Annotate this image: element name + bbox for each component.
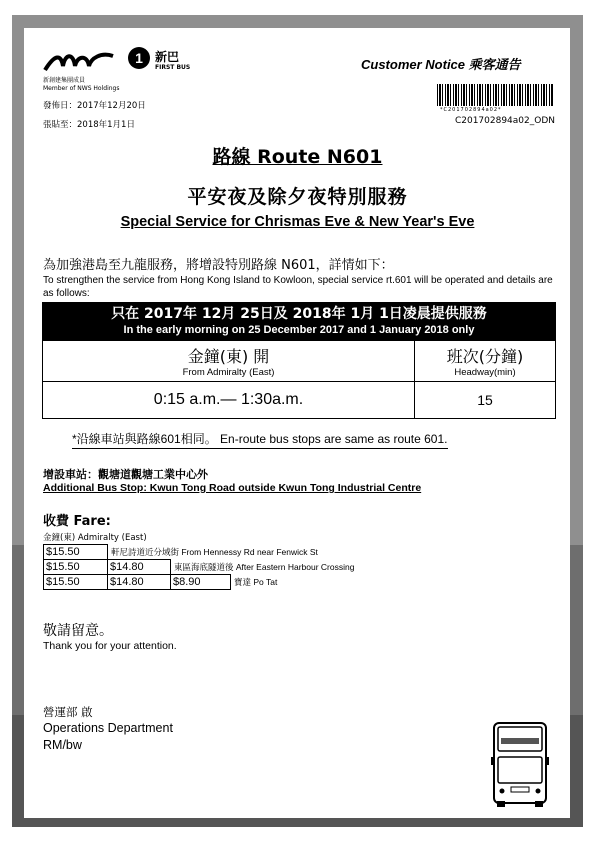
- fare-row: [44, 560, 357, 575]
- schedule-header-row: [43, 340, 555, 381]
- fare-cell: $15.50: [44, 575, 108, 590]
- banner-cn: 只在 2017年 12月 25日及 2018年 1月 1日凌晨提供服務: [111, 306, 487, 322]
- post-date: 張貼至：2018年1月1日: [43, 120, 135, 130]
- schedule-banner: [43, 303, 555, 340]
- fare-cell: $14.80: [108, 560, 171, 575]
- banner-en: In the early morning on 25 December 2017 and 1 January 2018 only: [123, 324, 475, 336]
- fare-cell: $15.50: [44, 560, 108, 575]
- fare-title: 收費 Fare:: [43, 514, 111, 529]
- en-route-note: *沿線車站與路線601相同。 En-route bus stops are same as route 601.: [72, 430, 448, 449]
- thanks-en: Thank you for your attention.: [43, 640, 177, 652]
- reference-number: C201702894a02_ODN: [454, 116, 555, 126]
- from-header: [43, 341, 415, 381]
- schedule-data-row: [43, 381, 555, 418]
- service-time: 0:15 a.m.— 1:30a.m.: [43, 382, 415, 418]
- intro-en: To strengthen the service from Hong Kong Island to Kowloon, special service rt.601 will be operated and details are as follows:: [43, 275, 553, 299]
- fare-stop: 寶達 Po Tat: [234, 577, 278, 587]
- member-en: Member of NWS Holdings: [43, 85, 120, 92]
- dept-cn: 營運部 啟: [43, 705, 93, 719]
- fare-cell: $14.80: [108, 575, 171, 590]
- first-bus-logo-icon: [43, 44, 173, 78]
- issue-date: 發佈日：2017年12月20日: [43, 101, 146, 111]
- fare-stop: 東區海底隧道後 After Eastern Harbour Crossing: [174, 561, 355, 572]
- intro-cn: 為加強港島至九龍服務，將增設特別路線 N601，詳情如下：: [43, 258, 394, 273]
- fare-row: [44, 545, 357, 560]
- brand-cn: 新巴: [155, 50, 180, 64]
- bus-icon: [491, 721, 549, 809]
- schedule-table: [42, 302, 556, 419]
- headway-cn: 班次(分鐘): [446, 347, 524, 366]
- headway-en: Headway(min): [454, 367, 516, 378]
- title-cn: 平安夜及除夕夜特別服務: [187, 186, 408, 208]
- fare-table: [43, 544, 356, 590]
- first-bus-logo: [43, 44, 191, 104]
- fare-row: [44, 575, 357, 590]
- additional-stop-en: Additional Bus Stop: Kwun Tong Road outside Kwun Tong Industrial Centre: [43, 482, 422, 494]
- fare-cell: $15.50: [44, 545, 108, 560]
- from-en: From Admiralty (East): [182, 367, 275, 378]
- barcode: [437, 84, 554, 106]
- dept-code: RM/bw: [43, 738, 82, 752]
- fare-cell: $8.90: [171, 575, 231, 590]
- dept-en: Operations Department: [43, 721, 173, 735]
- brand-en: FIRST BUS: [155, 64, 191, 71]
- svg-text:1: 1: [135, 50, 143, 66]
- fare-from: 金鐘(東) Admiralty (East): [43, 533, 147, 543]
- title-en: Special Service for Chrismas Eve & New Year's Eve: [120, 214, 475, 230]
- route-title: [0, 142, 595, 169]
- headway-value: 15: [477, 392, 493, 408]
- headway-header: [415, 341, 555, 381]
- route-title-text: 路線 Route N601: [212, 146, 383, 168]
- customer-notice-label: Customer Notice 乘客通告: [361, 57, 521, 72]
- member-cn: 新創建集團成員: [43, 77, 86, 84]
- thanks-cn: 敬請留意。: [43, 623, 113, 639]
- additional-stop-cn: 增設車站：觀塘道觀塘工業中心外: [43, 468, 208, 481]
- from-cn: 金鐘(東) 開: [187, 347, 270, 366]
- barcode-text: *C201702894a02*: [440, 107, 502, 113]
- fare-stop: 軒尼詩道近分域街 From Hennessy Rd near Fenwick St: [111, 546, 318, 557]
